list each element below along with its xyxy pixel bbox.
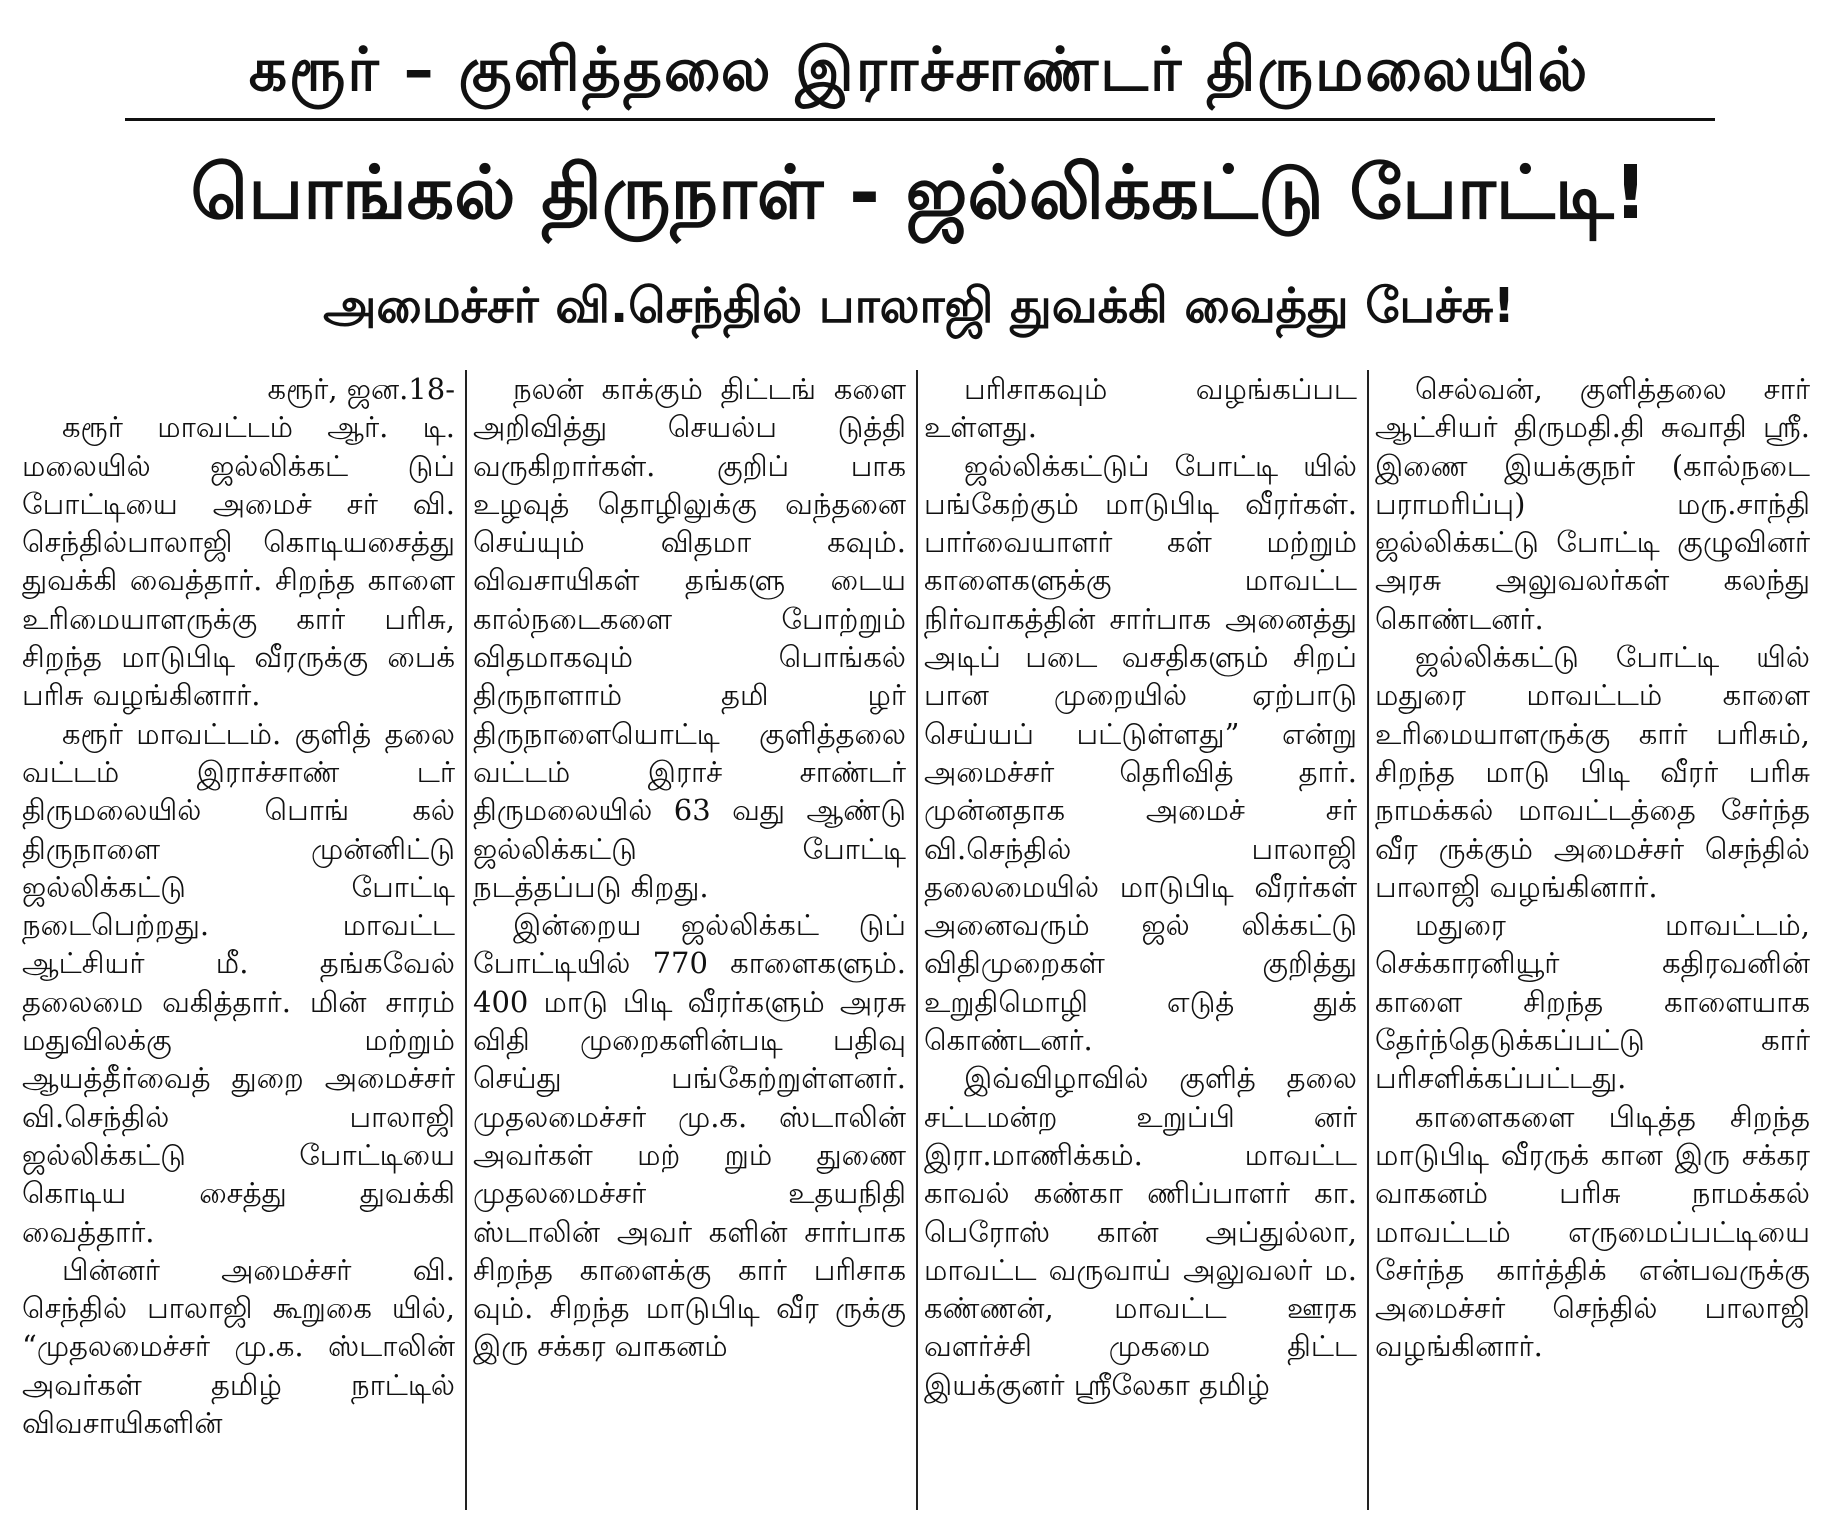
- kicker-headline: கரூர் – குளித்தலை இராச்சாண்டர் திருமலையில்: [248, 35, 1590, 105]
- article-column-3: [924, 370, 1369, 1510]
- article-body: [22, 370, 1832, 1510]
- paragraph: பின்னர் அமைச்சர் வி. செந்தில் பாலாஜி கூறுகை யில், “முதலமைச்சர் மு.க. ஸ்டாலின் அவர்கள் தமிழ் நாட்டில் விவசாயிகளின்: [22, 1252, 455, 1441]
- article-column-4: [1375, 370, 1820, 1510]
- paragraph: மதுரை மாவட்டம், செக்காரனியூர் கதிரவனின் காளை சிறந்த காளையாக தேர்ந்தெடுக்கப்பட்டு கார் பரிசளிக்கப்பட்டது.: [1375, 908, 1810, 1096]
- paragraph: ஜல்லிக்கட்டுப் போட்டி யில் பங்கேற்கும் மாடுபிடி வீரர்கள். பார்வையாளர் கள் மற்றும் காளைகளுக்கு மாவட்ட நிர்வாகத்தின் சார்பாக அனைத்து அடிப் படை வசதிகளும் சிறப் பான முறையில் ஏற்பாடு செய்யப் பட்டுள்ளது” என்று அமைச்சர் தெரிவித் தார். முன்னதாக அமைச் சர் வி.செந்தில் பாலாஜி தலைமையில் மாடுபிடி வீரர்கள் அனைவரும் ஜல் லிக்கட்டு விதிமுறைகள் குறித்து உறுதிமொழி எடுத் துக் கொண்டனர்.: [924, 448, 1357, 1058]
- paragraph: ஜல்லிக்கட்டு போட்டி யில் மதுரை மாவட்டம் காளை உரிமையாளருக்கு கார் பரிசும், சிறந்த மாடு பிடி வீரர் பரிசு நாமக்கல் மாவட்டத்தை சேர்ந்த வீர ருக்கும் அமைச்சர் செந்தில் பாலாஜி வழங்கினார்.: [1375, 640, 1810, 904]
- article-column-2: [473, 370, 918, 1510]
- paragraph: இவ்விழாவில் குளித் தலை சட்டமன்ற உறுப்பி னர் இரா.மாணிக்கம். மாவட்ட காவல் கண்கா ணிப்பாளர் கா. பெரோஸ் கான் அப்துல்லா, மாவட்ட வருவாய் அலுவலர் ம. கண்ணன், மாவட்ட ஊரக வளர்ச்சி முகமை திட்ட இயக்குனர் ஸ்ரீலேகா தமிழ்: [924, 1061, 1357, 1402]
- article-column-1: [22, 370, 467, 1510]
- paragraph: செல்வன், குளித்தலை சார் ஆட்சியர் திருமதி.தி சுவாதி ஸ்ரீ. இணை இயக்குநர் (கால்நடை பராமரிப்பு) மரு.சாந்தி ஜல்லிக்கட்டு போட்டி குழுவினர் அரசு அலுவலர்கள் கலந்து கொண்டனர்.: [1375, 372, 1810, 636]
- paragraph: பரிசாகவும் வழங்கப்பட உள்ளது.: [924, 372, 1357, 445]
- paragraph: கரூர் மாவட்டம் ஆர். டி. மலையில் ஜல்லிக்கட் டுப் போட்டியை அமைச் சர் வி. செந்தில்பாலாஜி கொடியசைத்து துவக்கி வைத்தார். சிறந்த காளை உரிமையாளருக்கு கார் பரிசு, சிறந்த மாடுபிடி வீரருக்கு பைக் பரிசு வழங்கினார்.: [22, 410, 455, 713]
- sub-headline: அமைச்சர் வி.செந்தில் பாலாஜி துவக்கி வைத்து பேச்சு!: [323, 278, 1515, 334]
- main-headline: பொங்கல் திருநாள் - ஜல்லிக்கட்டு போட்டி!: [190, 150, 1648, 236]
- paragraph: கரூர் மாவட்டம். குளித் தலை வட்டம் இராச்சாண் டர் திருமலையில் பொங் கல் திருநாளை முன்னிட்டு ஜல்லிக்கட்டு போட்டி நடைபெற்றது. மாவட்ட ஆட்சியர் மீ. தங்கவேல் தலைமை வகித்தார். மின் சாரம் மதுவிலக்கு மற்றும் ஆயத்தீர்வைத் துறை அமைச்சர் வி.செந்தில் பாலாஜி ஜல்லிக்கட்டு போட்டியை கொடிய சைத்து துவக்கி வைத்தார்.: [22, 716, 455, 1249]
- paragraph: நலன் காக்கும் திட்டங் களை அறிவித்து செயல்ப டுத்தி வருகிறார்கள். குறிப் பாக உழவுத் தொழிலுக்கு வந்தனை செய்யும் விதமா கவும். விவசாயிகள் தங்களு டைய கால்நடைகளை போற்றும் விதமாகவும் பொங்கல் திருநாளாம் தமி ழர் திருநாளையொட்டி குளித்தலை வட்டம் இராச் சாண்டர் திருமலையில் 63 வது ஆண்டு ஜல்லிக்கட்டு போட்டி நடத்தப்படு கிறது.: [473, 372, 906, 904]
- paragraph: இன்றைய ஜல்லிக்கட் டுப் போட்டியில் 770 காளைகளும். 400 மாடு பிடி வீரர்களும் அரசு விதி முறைகளின்படி பதிவு செய்து பங்கேற்றுள்ளனர். முதலமைச்சர் மு.க. ஸ்டாலின் அவர்கள் மற் றும் துணை முதலமைச்சர் உதயநிதி ஸ்டாலின் அவர் களின் சார்பாக சிறந்த காளைக்கு கார் பரிசாக வும். சிறந்த மாடுபிடி வீர ருக்கு இரு சக்கர வாகனம்: [473, 908, 906, 1364]
- paragraph: காளைகளை பிடித்த சிறந்த மாடுபிடி வீரருக் கான இரு சக்கர வாகனம் பரிசு நாமக்கல் மாவட்டம் எருமைப்பட்டியை சேர்ந்த கார்த்திக் என்பவருக்கு அமைச்சர் செந்தில் பாலாஜி வழங்கினார்.: [1375, 1099, 1810, 1364]
- kicker-rule: [125, 118, 1715, 121]
- dateline: கரூர், ஜன.18-: [267, 372, 455, 406]
